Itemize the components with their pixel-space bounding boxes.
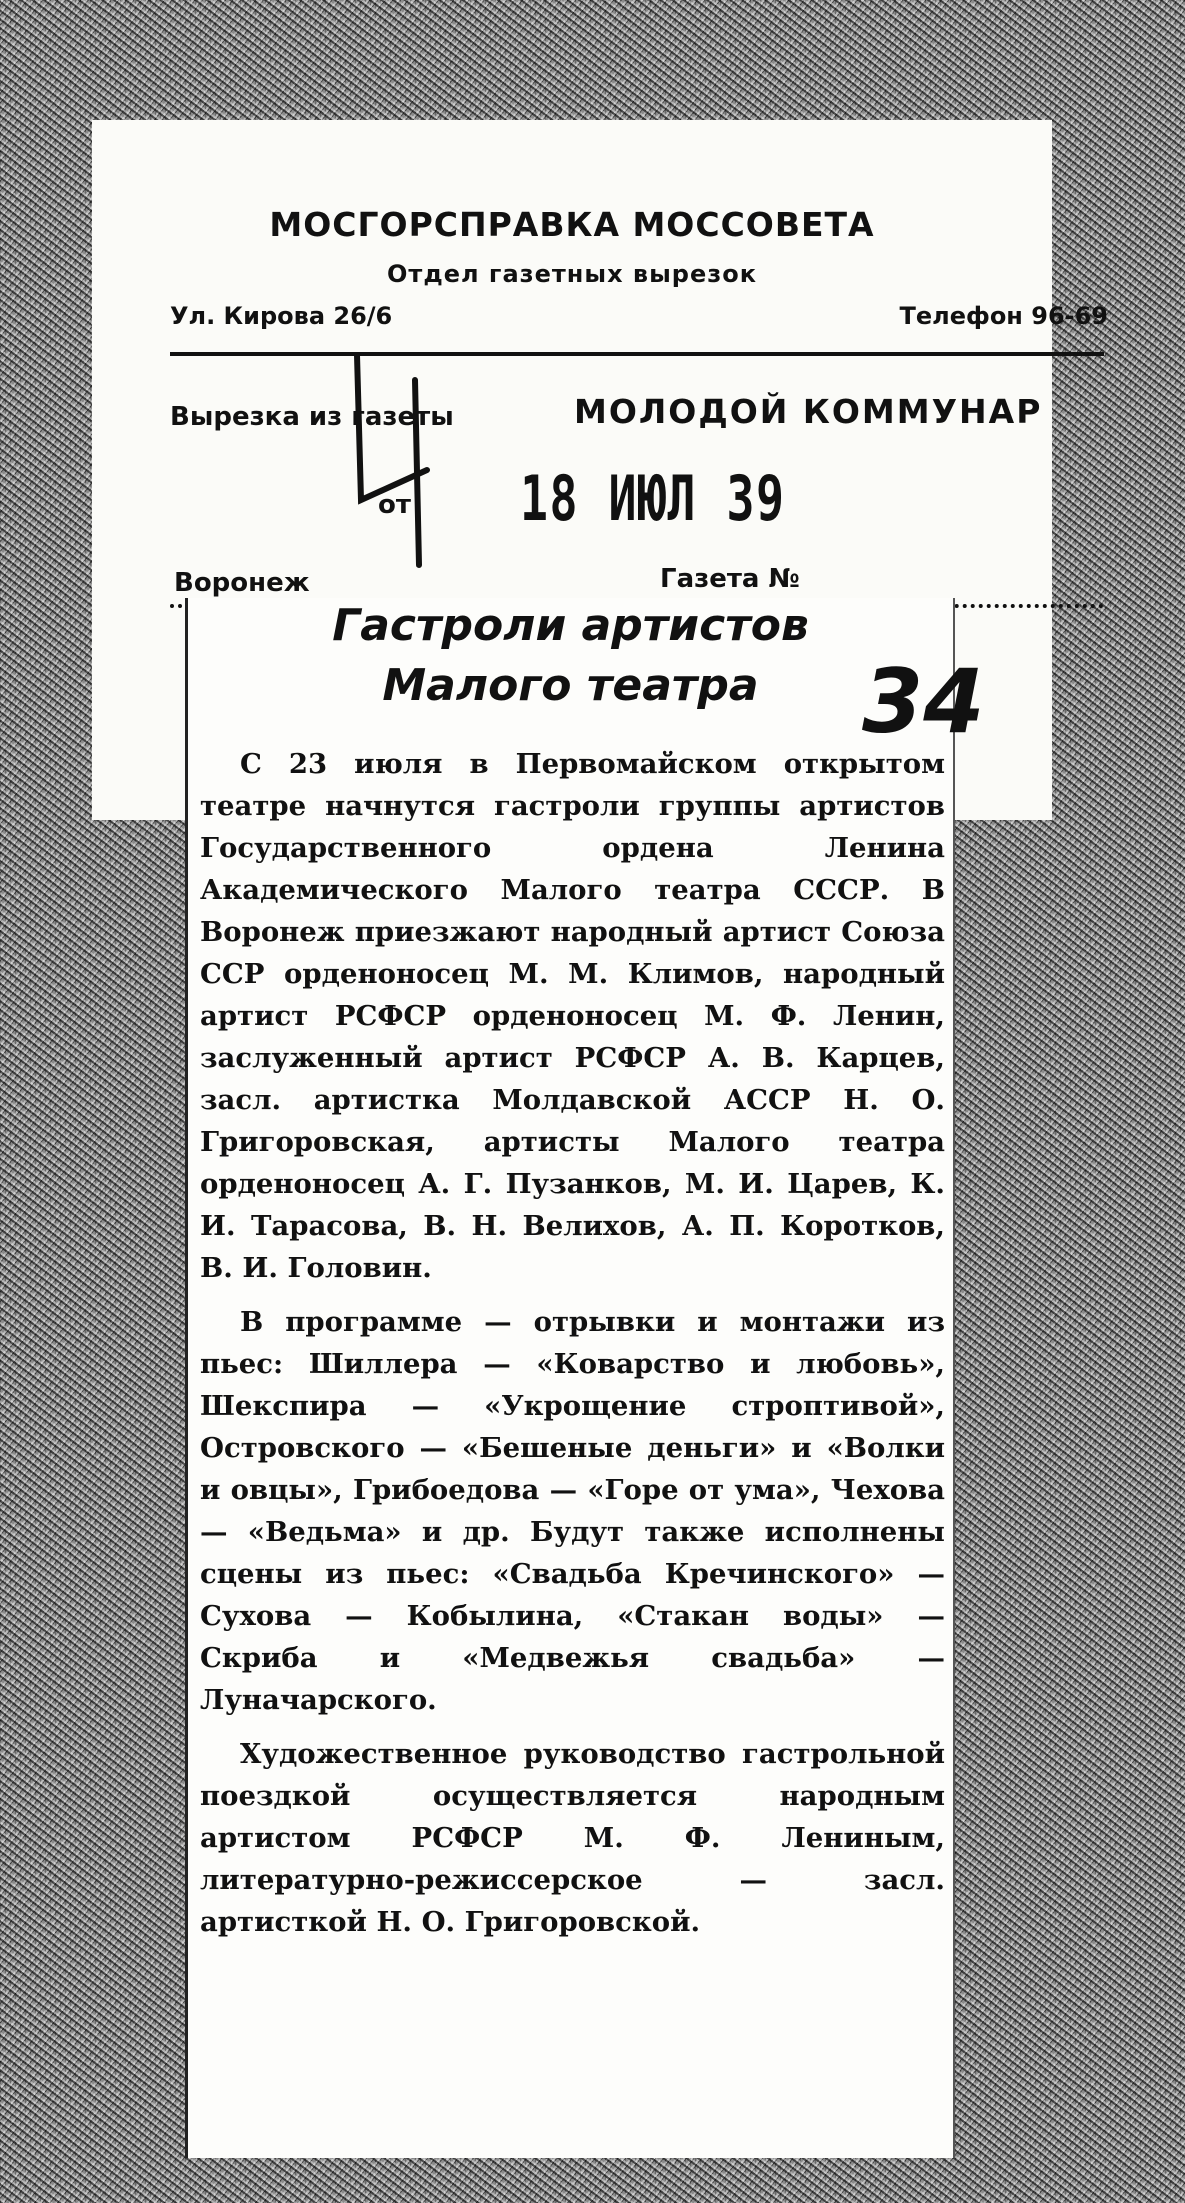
header-rule — [170, 352, 1104, 356]
headline-line-1: Гастроли артистов — [332, 600, 809, 651]
article-paragraph: Художественное руководство гастрольной поездкой осуществляется народным артистом РСФСР М. Ф. Лениным, литературно-режиссерское — засл. артисткой Н. О. Григоровской. — [200, 1738, 945, 1938]
article-body — [200, 743, 945, 1955]
handwritten-mark — [347, 350, 437, 570]
article-paragraph: С 23 июля в Первомайском открытом театре начнутся гастроли группы артистов Государственного ордена Ленина Академического Малого театра СССР. В Воронеж приезжают народный артист Союза ССР орденоносец М. М. Климов, народный артист РСФСР орденоносец М. Ф. Ленин, заслуженный артист РСФСР А. В. Карцев, засл. артистка Молдавской АССР Н. О. Григоровская, артисты Малого театра орденоносец А. Г. Пузанков, М. И. Царев, К. И. Тарасова, В. Н. Велихов, А. П. Коротков, В. И. Головин. — [200, 748, 945, 1284]
address: Ул. Кирова 26/6 — [170, 302, 393, 330]
city-label: Воронеж — [174, 568, 310, 598]
newspaper-clipping — [185, 598, 955, 2158]
newspaper-name: МОЛОДОЙ КОММУНАР — [574, 392, 1043, 431]
date-from-label: от — [378, 490, 411, 520]
issue-number-label: Газета № — [660, 564, 800, 594]
department-subtitle: Отдел газетных вырезок — [387, 260, 757, 288]
phone-number: Телефон 96-69 — [899, 302, 1108, 330]
date-stamp: 18 ИЮЛ 39 — [520, 462, 786, 535]
article-paragraph: В программе — отрывки и монтажи из пьес: Шиллера — «Коварство и любовь», Шекспира — «Укрощение строптивой», Островского — «Бешеные деньги» и «Волки и овцы», Грибоедова — «Горе от ума», Чехова — «Ведьма» и др. Будут также исполнены сцены из пьес: «Свадьба Кречинского» — Сухова — Кобылина, «Стакан воды» — Скриба и «Медвежья свадьба» — Луначарского. — [200, 1306, 945, 1716]
handwritten-page-number: 34 — [862, 650, 985, 753]
headline-line-2: Малого театра — [382, 660, 759, 711]
cut-label: Вырезка из газеты — [170, 402, 454, 432]
agency-title: МОСГОРСПРАВКА МОССОВЕТА — [269, 205, 875, 244]
